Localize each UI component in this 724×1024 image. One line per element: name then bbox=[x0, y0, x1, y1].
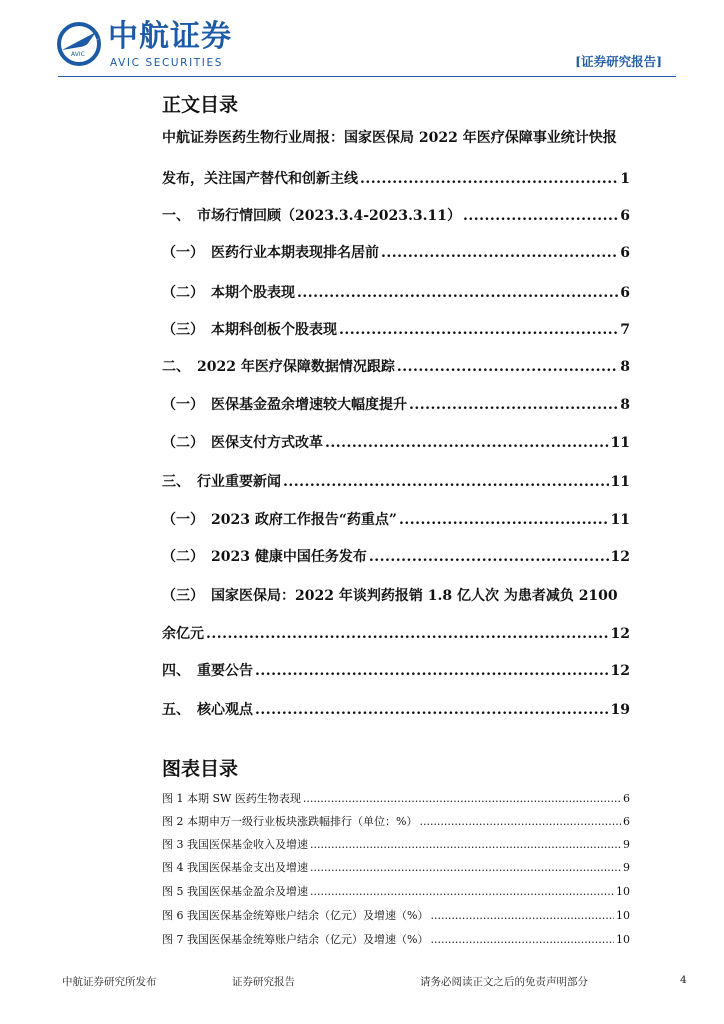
toc-entry[interactable] bbox=[162, 624, 630, 644]
toc-entry[interactable] bbox=[162, 661, 630, 681]
toc-entry-page: 6 bbox=[620, 285, 630, 301]
figure-entry[interactable] bbox=[162, 837, 630, 853]
toc-entry-text: 五、 核心观点 bbox=[162, 702, 253, 718]
figure-entry-page: 9 bbox=[623, 838, 630, 851]
figure-entry-page: 6 bbox=[623, 792, 630, 805]
toc-leader-dots bbox=[399, 510, 609, 530]
toc-entry-text: （一） 医保基金盈余增速较大幅度提升 bbox=[162, 397, 407, 413]
logo-mark-text: AVIC bbox=[71, 51, 85, 58]
toc-leader-dots bbox=[255, 661, 609, 681]
figure-entry-page: 10 bbox=[616, 885, 630, 898]
figure-entry-page: 10 bbox=[616, 933, 630, 946]
figure-entry[interactable] bbox=[162, 814, 630, 830]
toc-entry[interactable] bbox=[162, 169, 630, 189]
toc-entry-page: 11 bbox=[610, 474, 630, 490]
figure-leader-dots bbox=[310, 860, 621, 876]
toc-entry[interactable] bbox=[162, 395, 630, 415]
figure-entry-text: 图 5 我国医保基金盈余及增速 bbox=[162, 885, 308, 898]
figure-list-title: 图表目录 bbox=[162, 758, 239, 780]
toc-entry[interactable] bbox=[162, 700, 630, 720]
avic-logo-icon bbox=[56, 20, 102, 66]
toc-entry-text: （二） 2023 健康中国任务发布 bbox=[162, 549, 367, 565]
figure-entry-text: 图 1 本期 SW 医药生物表现 bbox=[162, 792, 301, 805]
figure-leader-dots bbox=[430, 932, 614, 948]
figure-entry-text: 图 2 本期申万一级行业板块涨跌幅排行（单位：%） bbox=[162, 815, 418, 828]
toc-entry-text: 三、 行业重要新闻 bbox=[162, 474, 281, 490]
toc-entry[interactable] bbox=[162, 243, 630, 263]
toc-leader-dots bbox=[206, 624, 609, 644]
figure-entry-text: 图 4 我国医保基金支出及增速 bbox=[162, 861, 308, 874]
toc-leader-dots bbox=[381, 243, 618, 263]
figure-entry[interactable] bbox=[162, 860, 630, 876]
toc-leader-dots bbox=[325, 433, 609, 453]
toc-entry[interactable] bbox=[162, 547, 630, 567]
toc-leader-dots bbox=[339, 320, 618, 340]
toc-entry-title-line1[interactable]: 中航证券医药生物行业周报：国家医保局 2022 年医疗保障事业统计快报 bbox=[162, 130, 617, 146]
toc-entry-text: （二） 医保支付方式改革 bbox=[162, 435, 323, 451]
toc-entry-text: 二、 2022 年医疗保障数据情况跟踪 bbox=[162, 359, 395, 375]
footer-publisher: 中航证券研究所发布 bbox=[62, 976, 157, 988]
figure-entry[interactable] bbox=[162, 791, 630, 807]
toc-entry[interactable] bbox=[162, 357, 630, 377]
toc-entry-page: 1 bbox=[620, 171, 630, 187]
toc-entry-page: 12 bbox=[610, 626, 630, 642]
toc-entry-text: 一、 市场行情回顾（2023.3.4-2023.3.11） bbox=[162, 208, 461, 224]
toc-entry[interactable] bbox=[162, 320, 630, 340]
toc-entry[interactable] bbox=[162, 472, 630, 492]
footer-disclaimer-note: 请务必阅读正文之后的免责声明部分 bbox=[420, 976, 588, 988]
toc-leader-dots bbox=[360, 169, 618, 189]
toc-leader-dots bbox=[397, 357, 618, 377]
toc-entry[interactable] bbox=[162, 206, 630, 226]
figure-leader-dots bbox=[419, 814, 621, 830]
toc-entry-text: （二） 本期个股表现 bbox=[162, 285, 295, 301]
toc-entry[interactable] bbox=[162, 510, 630, 530]
toc-entry-page: 12 bbox=[610, 549, 630, 565]
toc-leader-dots bbox=[369, 547, 609, 567]
toc-entry-text: （一） 医药行业本期表现排名居前 bbox=[162, 245, 379, 261]
figure-entry-text: 图 6 我国医保基金统筹账户结余（亿元）及增速（%） bbox=[162, 909, 429, 922]
toc-entry-page: 8 bbox=[620, 397, 630, 413]
toc-leader-dots bbox=[297, 283, 618, 303]
toc-entry-text: 余亿元 bbox=[162, 626, 204, 642]
figure-entry-text: 图 7 我国医保基金统筹账户结余（亿元）及增速（%） bbox=[162, 933, 429, 946]
footer-report-type: 证券研究报告 bbox=[232, 976, 295, 988]
toc-leader-dots bbox=[463, 206, 618, 226]
toc-entry-page: 11 bbox=[610, 512, 630, 528]
toc-entry-page: 6 bbox=[620, 245, 630, 261]
toc-entry-long-line1[interactable]: （三） 国家医保局：2022 年谈判药报销 1.8 亿人次 为患者减负 2100 bbox=[162, 588, 618, 604]
figure-entry-page: 10 bbox=[616, 909, 630, 922]
toc-entry[interactable] bbox=[162, 283, 630, 303]
logo-chinese-name: 中航证券 bbox=[108, 19, 232, 54]
toc-entry-page: 12 bbox=[610, 663, 630, 679]
toc-title: 正文目录 bbox=[162, 94, 239, 116]
figure-entry-text: 图 3 我国医保基金收入及增速 bbox=[162, 838, 308, 851]
figure-entry[interactable] bbox=[162, 908, 630, 924]
toc-entry-page: 8 bbox=[620, 359, 630, 375]
figure-entry-page: 9 bbox=[623, 861, 630, 874]
toc-entry-text: 四、 重要公告 bbox=[162, 663, 253, 679]
header-divider bbox=[58, 76, 676, 77]
figure-leader-dots bbox=[310, 884, 614, 900]
report-type-tag: [证券研究报告] bbox=[575, 54, 662, 69]
footer-page-number: 4 bbox=[680, 974, 687, 986]
toc-entry-page: 11 bbox=[610, 435, 630, 451]
toc-entry-text: （三） 本期科创板个股表现 bbox=[162, 322, 337, 338]
figure-entry[interactable] bbox=[162, 932, 630, 948]
toc-entry-page: 7 bbox=[620, 322, 630, 338]
logo-english-name: AVIC SECURITIES bbox=[110, 57, 223, 69]
toc-entry[interactable] bbox=[162, 433, 630, 453]
toc-entry-text: 发布，关注国产替代和创新主线 bbox=[162, 171, 358, 187]
figure-entry-page: 6 bbox=[623, 815, 630, 828]
company-logo bbox=[56, 18, 256, 70]
figure-leader-dots bbox=[310, 837, 621, 853]
toc-entry-page: 6 bbox=[620, 208, 630, 224]
toc-entry-text: （一） 2023 政府工作报告“药重点” bbox=[162, 512, 397, 528]
toc-leader-dots bbox=[255, 700, 609, 720]
toc-leader-dots bbox=[409, 395, 618, 415]
toc-leader-dots bbox=[283, 472, 609, 492]
figure-entry[interactable] bbox=[162, 884, 630, 900]
toc-entry-page: 19 bbox=[610, 702, 630, 718]
figure-leader-dots bbox=[430, 908, 614, 924]
figure-leader-dots bbox=[303, 791, 621, 807]
